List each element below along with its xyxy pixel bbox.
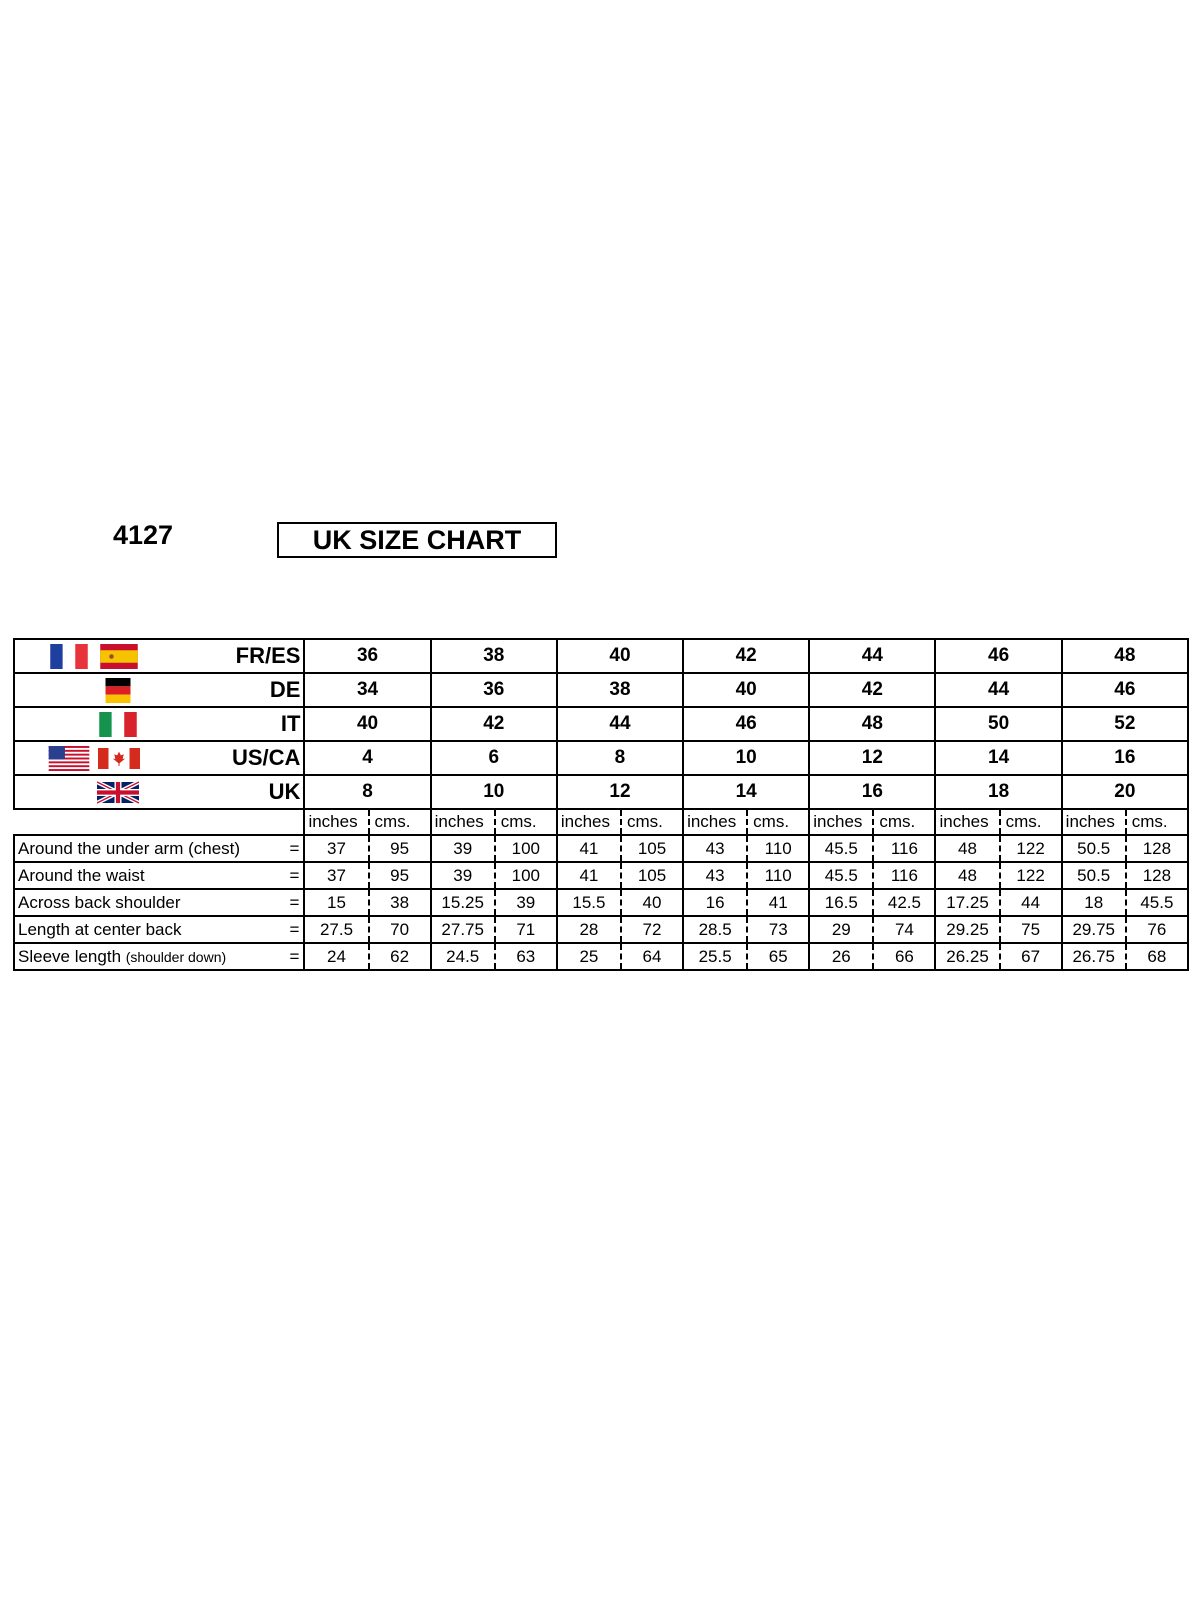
inches-value: 43 — [683, 835, 747, 862]
cms-value: 41 — [747, 889, 809, 916]
inches-value: 15 — [304, 889, 368, 916]
unit-inches-header: inches — [809, 809, 873, 835]
cms-value: 72 — [621, 916, 683, 943]
inches-value: 48 — [935, 862, 999, 889]
size-cell: 4 — [304, 741, 430, 775]
region-label: US/CA — [232, 745, 301, 770]
germany-flag-icon — [97, 678, 139, 703]
cms-value: 38 — [369, 889, 431, 916]
equals-sign: = — [289, 893, 300, 912]
unit-cms-header: cms. — [873, 809, 935, 835]
measurement-row — [14, 943, 1188, 970]
cms-value: 116 — [873, 835, 935, 862]
region-row — [14, 775, 1188, 809]
equals-sign: = — [289, 866, 300, 885]
inches-value: 45.5 — [809, 862, 873, 889]
measurement-label-cell — [14, 862, 304, 889]
unit-cms-header: cms. — [747, 809, 809, 835]
style-code: 4127 — [113, 520, 174, 550]
region-label-cell — [14, 673, 304, 707]
size-cell: 38 — [557, 673, 683, 707]
measurement-row — [14, 916, 1188, 943]
region-flags — [48, 644, 140, 669]
cms-value: 74 — [873, 916, 935, 943]
measurement-label-cell — [14, 916, 304, 943]
equals-sign: = — [289, 839, 300, 858]
region-label-cell — [14, 775, 304, 809]
size-cell: 48 — [809, 707, 935, 741]
unit-cms-header: cms. — [369, 809, 431, 835]
cms-value: 122 — [1000, 862, 1062, 889]
region-flags — [48, 746, 140, 771]
size-cell: 12 — [557, 775, 683, 809]
usa-flag-icon — [48, 746, 90, 771]
unit-cms-header: cms. — [495, 809, 557, 835]
size-cell: 38 — [431, 639, 557, 673]
size-cell: 46 — [1062, 673, 1188, 707]
cms-value: 64 — [621, 943, 683, 970]
inches-value: 29 — [809, 916, 873, 943]
inches-value: 29.25 — [935, 916, 999, 943]
inches-value: 27.75 — [431, 916, 495, 943]
spain-flag-icon — [98, 644, 140, 669]
cms-value: 76 — [1126, 916, 1188, 943]
cms-value: 128 — [1126, 862, 1188, 889]
inches-value: 29.75 — [1062, 916, 1126, 943]
region-flags — [97, 780, 139, 805]
size-cell: 40 — [304, 707, 430, 741]
size-cell: 8 — [304, 775, 430, 809]
equals-sign: = — [289, 947, 300, 966]
unit-inches-header: inches — [304, 809, 368, 835]
measurement-label: Length at center back — [18, 919, 182, 939]
measurement-label: Around the under arm (chest) — [18, 838, 241, 858]
cms-value: 75 — [1000, 916, 1062, 943]
inches-value: 26.25 — [935, 943, 999, 970]
inches-value: 43 — [683, 862, 747, 889]
equals-sign: = — [289, 920, 300, 939]
size-cell: 34 — [304, 673, 430, 707]
inches-value: 16.5 — [809, 889, 873, 916]
inches-value: 25 — [557, 943, 621, 970]
region-row — [14, 673, 1188, 707]
cms-value: 122 — [1000, 835, 1062, 862]
unit-inches-header: inches — [557, 809, 621, 835]
inches-value: 39 — [431, 862, 495, 889]
cms-value: 110 — [747, 835, 809, 862]
cms-value: 116 — [873, 862, 935, 889]
inches-value: 41 — [557, 862, 621, 889]
size-cell: 44 — [935, 673, 1061, 707]
inches-value: 48 — [935, 835, 999, 862]
inches-value: 18 — [1062, 889, 1126, 916]
unit-cms-header: cms. — [621, 809, 683, 835]
inches-value: 41 — [557, 835, 621, 862]
france-flag-icon — [48, 644, 90, 669]
unit-row-spacer — [14, 809, 304, 835]
region-flags — [97, 712, 139, 737]
cms-value: 105 — [621, 835, 683, 862]
cms-value: 39 — [495, 889, 557, 916]
inches-value: 15.5 — [557, 889, 621, 916]
region-label: IT — [280, 711, 301, 736]
size-cell: 46 — [935, 639, 1061, 673]
cms-value: 44 — [1000, 889, 1062, 916]
cms-value: 70 — [369, 916, 431, 943]
size-cell: 36 — [304, 639, 430, 673]
cms-value: 100 — [495, 835, 557, 862]
size-cell: 8 — [557, 741, 683, 775]
cms-value: 73 — [747, 916, 809, 943]
size-cell: 50 — [935, 707, 1061, 741]
measurement-row — [14, 889, 1188, 916]
size-cell: 20 — [1062, 775, 1188, 809]
cms-value: 63 — [495, 943, 557, 970]
unit-cms-header: cms. — [1000, 809, 1062, 835]
inches-value: 39 — [431, 835, 495, 862]
cms-value: 68 — [1126, 943, 1188, 970]
size-cell: 14 — [935, 741, 1061, 775]
inches-value: 45.5 — [809, 835, 873, 862]
unit-cms-header: cms. — [1126, 809, 1188, 835]
inches-value: 37 — [304, 835, 368, 862]
uk-flag-icon — [97, 780, 139, 805]
cms-value: 62 — [369, 943, 431, 970]
cms-value: 65 — [747, 943, 809, 970]
inches-value: 16 — [683, 889, 747, 916]
measurement-label: Sleeve length — [18, 946, 122, 966]
chart-title: UK SIZE CHART — [277, 522, 557, 558]
cms-value: 71 — [495, 916, 557, 943]
inches-value: 50.5 — [1062, 835, 1126, 862]
unit-inches-header: inches — [935, 809, 999, 835]
size-cell: 18 — [935, 775, 1061, 809]
region-label: UK — [268, 779, 301, 804]
measurement-note: (shoulder down) — [125, 948, 227, 965]
cms-value: 66 — [873, 943, 935, 970]
size-cell: 16 — [1062, 741, 1188, 775]
region-row — [14, 741, 1188, 775]
inches-value: 28.5 — [683, 916, 747, 943]
italy-flag-icon — [97, 712, 139, 737]
inches-value: 24.5 — [431, 943, 495, 970]
unit-header-row — [14, 809, 1188, 835]
measurement-row — [14, 835, 1188, 862]
cms-value: 100 — [495, 862, 557, 889]
size-cell: 44 — [557, 707, 683, 741]
size-cell: 10 — [431, 775, 557, 809]
cms-value: 128 — [1126, 835, 1188, 862]
size-cell: 48 — [1062, 639, 1188, 673]
size-cell: 10 — [683, 741, 809, 775]
region-label: DE — [269, 677, 301, 702]
cms-value: 67 — [1000, 943, 1062, 970]
measurement-label: Across back shoulder — [18, 892, 181, 912]
cms-value: 40 — [621, 889, 683, 916]
size-cell: 14 — [683, 775, 809, 809]
region-row — [14, 707, 1188, 741]
inches-value: 24 — [304, 943, 368, 970]
region-label-cell — [14, 741, 304, 775]
size-cell: 46 — [683, 707, 809, 741]
cms-value: 95 — [369, 835, 431, 862]
unit-inches-header: inches — [683, 809, 747, 835]
inches-value: 50.5 — [1062, 862, 1126, 889]
inches-value: 27.5 — [304, 916, 368, 943]
size-cell: 6 — [431, 741, 557, 775]
region-label-cell — [14, 639, 304, 673]
cms-value: 105 — [621, 862, 683, 889]
size-cell: 44 — [809, 639, 935, 673]
inches-value: 26 — [809, 943, 873, 970]
inches-value: 15.25 — [431, 889, 495, 916]
inches-value: 25.5 — [683, 943, 747, 970]
cms-value: 95 — [369, 862, 431, 889]
unit-inches-header: inches — [1062, 809, 1126, 835]
size-cell: 42 — [809, 673, 935, 707]
cms-value: 42.5 — [873, 889, 935, 916]
size-cell: 40 — [683, 673, 809, 707]
region-label-cell — [14, 707, 304, 741]
region-row — [14, 639, 1188, 673]
inches-value: 37 — [304, 862, 368, 889]
size-cell: 42 — [431, 707, 557, 741]
cms-value: 45.5 — [1126, 889, 1188, 916]
size-table — [13, 638, 1189, 971]
cms-value: 110 — [747, 862, 809, 889]
size-cell: 42 — [683, 639, 809, 673]
inches-value: 17.25 — [935, 889, 999, 916]
unit-inches-header: inches — [431, 809, 495, 835]
size-cell: 36 — [431, 673, 557, 707]
measurement-label-cell — [14, 835, 304, 862]
region-label: FR/ES — [235, 643, 301, 668]
size-cell: 52 — [1062, 707, 1188, 741]
size-cell: 12 — [809, 741, 935, 775]
measurement-label-cell — [14, 889, 304, 916]
measurement-label-cell — [14, 943, 304, 970]
inches-value: 28 — [557, 916, 621, 943]
canada-flag-icon — [98, 746, 140, 771]
size-cell: 40 — [557, 639, 683, 673]
measurement-label: Around the waist — [18, 865, 145, 885]
size-cell: 16 — [809, 775, 935, 809]
inches-value: 26.75 — [1062, 943, 1126, 970]
region-flags — [97, 678, 139, 703]
measurement-row — [14, 862, 1188, 889]
